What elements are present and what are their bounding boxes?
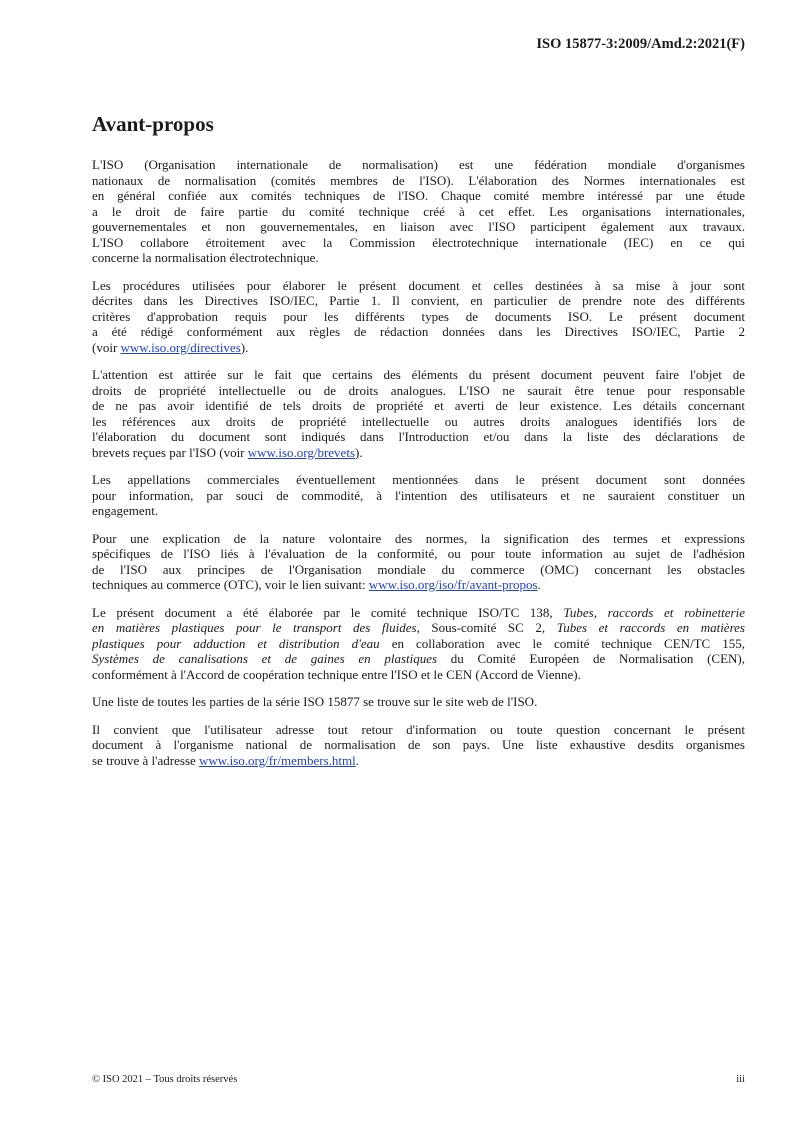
text-segment: L'attention est attirée sur le fait que certains des éléments du présent document peuvent faire l'objet de (92, 367, 745, 382)
text-line (92, 219, 745, 235)
text-segment: en général confiée aux comités techniques de l'ISO. Chaque comité membre intéressé par une étude (92, 188, 745, 203)
text-line (92, 398, 745, 414)
text-line (92, 577, 745, 593)
section-title: Avant-propos (92, 112, 214, 136)
paragraph (92, 157, 745, 266)
text-segment: spécifiques de l'ISO liés à l'évaluation de la conformité, ou pour toute information au sujet de l'adhésion (92, 546, 745, 561)
text-segment: Pour une explication de la nature volontaire des normes, la signification des termes et expressions (92, 530, 745, 546)
text-segment: pour information, par souci de commodité, à l'intention des utilisateurs et ne sauraient constituer un (92, 487, 745, 503)
text-line (92, 445, 745, 461)
text-line (92, 293, 745, 309)
text-line (92, 667, 745, 683)
paragraph (92, 694, 745, 710)
text-line (92, 309, 745, 325)
text-segment: gouvernementales et non gouvernementales, en liaison avec l'ISO participent également aux travaux. (92, 219, 745, 234)
text-line (92, 472, 745, 488)
text-line (92, 340, 745, 356)
text-segment: document à l'organisme national de normalisation de son pays. Une liste exhaustive desdits organismes (92, 737, 745, 752)
hyperlink[interactable]: www.iso.org/brevets (247, 444, 356, 460)
text-segment: brevets reçues par l'ISO (voir (92, 444, 248, 460)
text-line (92, 546, 745, 562)
text-segment: conformément à l'Accord de coopération technique entre l'ISO et le CEN (Accord de Vienne). (92, 666, 581, 682)
text-line (92, 737, 745, 753)
text-line (92, 562, 745, 578)
text-line (92, 157, 745, 173)
text-segment: a le droit de faire partie du comité technique créé à cet effet. Les organisations internationales, (92, 203, 745, 219)
text-segment: techniques au commerce (OTC), voir le lien suivant: (92, 577, 369, 592)
text-line (92, 651, 745, 667)
hyperlink[interactable]: www.iso.org/fr/members.html (199, 752, 356, 768)
text-line (92, 722, 745, 738)
paragraph (92, 367, 745, 460)
text-segment: L'ISO (Organisation internationale de normalisation) est une fédération mondiale d'organismes (92, 157, 745, 172)
text-segment: , Sous-comité SC 2, (416, 620, 557, 635)
hyperlink[interactable]: www.iso.org/directives (120, 339, 241, 355)
text-line (92, 324, 745, 340)
text-line (92, 694, 745, 710)
text-segment: de ne pas avoir identifié de tels droits de propriété et averti de leur existence. Les détails concernant (92, 398, 745, 413)
text-line (92, 250, 745, 266)
page-number: iii (736, 1074, 745, 1085)
text-segment: Une liste de toutes les parties de la série ISO 15877 se trouve sur le site web de l'ISO. (92, 694, 538, 709)
text-line (92, 488, 745, 504)
italic-text: Tubes et raccords en matières (556, 620, 745, 635)
text-segment: critères d'approbation requis pour les différents types de documents ISO. Le présent document (92, 308, 745, 324)
document-id-header: ISO 15877-3:2009/Amd.2:2021(F) (536, 36, 745, 52)
text-segment: du Comité Européen de Normalisation (CEN), (437, 651, 745, 666)
paragraph (92, 278, 745, 356)
text-segment: Il convient que l'utilisateur adresse tout retour d'information ou toute question concernant le présent (92, 721, 745, 737)
text-segment: . (537, 577, 541, 592)
text-segment: Les appellations commerciales éventuellement mentionnées dans le présent document sont données (92, 472, 745, 487)
text-line (92, 429, 745, 445)
hyperlink[interactable]: www.iso.org/iso/fr/avant-propos (368, 577, 538, 592)
text-segment: de l'ISO aux principes de l'Organisation mondiale du commerce (OMC) concernant les obstacles (92, 561, 745, 577)
text-segment: ). (355, 444, 363, 460)
text-line (92, 173, 745, 189)
text-line (92, 204, 745, 220)
paragraph (92, 531, 745, 593)
paragraph (92, 722, 745, 769)
paragraph (92, 605, 745, 683)
text-segment: engagement. (92, 503, 159, 518)
text-line (92, 367, 745, 383)
text-segment: (voir (92, 339, 121, 355)
text-segment: en collaboration avec le comité technique CEN/TC 155, (379, 635, 746, 651)
text-line (92, 188, 745, 204)
text-segment: droits de propriété intellectuelle ou de droits analogues. L'ISO ne saurait être tenue pour responsable (92, 382, 745, 398)
italic-text: plastiques pour adduction et distribution d'eau (92, 635, 380, 651)
text-line (92, 278, 745, 294)
text-line (92, 235, 745, 251)
text-line (92, 503, 745, 519)
text-segment: L'ISO collabore étroitement avec la Commission électrotechnique internationale (IEC) en ce qui (92, 234, 745, 250)
italic-text: Tubes, raccords et robinetterie (563, 604, 745, 620)
text-segment: Le présent document a été élaborée par le comité technique ISO/TC 138, (92, 604, 564, 620)
text-segment: décrites dans les Directives ISO/IEC, Partie 1. Il convient, en particulier de prendre note des différents (92, 293, 745, 308)
text-segment: l'élaboration du document sont indiqués dans l'Introduction et/ou dans la liste des déclarations de (92, 429, 745, 444)
text-segment: les références aux droits de propriété intellectuelle ou autres droits analogues identifiés lors de (92, 413, 745, 429)
text-segment: se trouve à l'adresse (92, 752, 200, 768)
text-line (92, 383, 745, 399)
text-segment: nationaux de normalisation (comités membres de l'ISO). L'élaboration des Normes internationales est (92, 172, 745, 188)
text-segment: ). (240, 339, 249, 355)
text-segment: Les procédures utilisées pour élaborer le présent document et celles destinées à sa mise à jour sont (92, 277, 745, 293)
foreword-body (92, 157, 745, 780)
text-line (92, 414, 745, 430)
italic-text: Systèmes de canalisations et de gaines en plastiques (92, 651, 438, 666)
copyright-notice: © ISO 2021 – Tous droits réservés (92, 1074, 238, 1085)
text-line (92, 531, 745, 547)
text-segment: concerne la normalisation électrotechnique. (92, 250, 319, 265)
text-line (92, 605, 745, 621)
text-segment: a été rédigé conformément aux règles de rédaction données dans les Directives ISO/IEC, Partie 2 (92, 324, 745, 339)
page-footer (92, 1074, 745, 1085)
italic-text: en matières plastiques pour le transport des fluides (92, 620, 417, 635)
paragraph (92, 472, 745, 519)
text-line (92, 620, 745, 636)
text-segment: . (355, 752, 359, 768)
text-line (92, 753, 745, 769)
text-line (92, 636, 745, 652)
